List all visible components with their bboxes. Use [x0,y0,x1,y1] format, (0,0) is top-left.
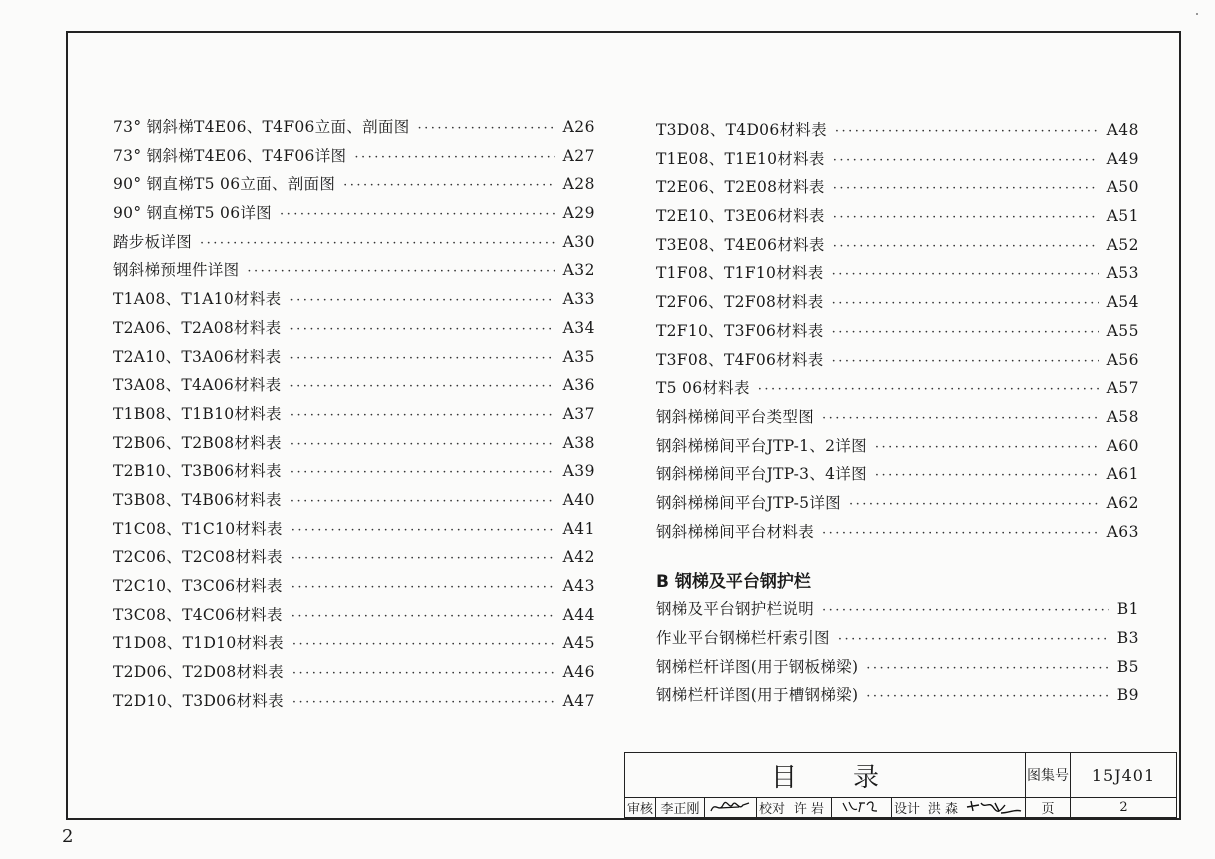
toc-leader-dots [866,661,1108,676]
toc-leader-dots [291,580,555,595]
toc-entry [113,201,595,230]
toc-entry-page: A54 [1106,293,1139,312]
toc-leader-dots [875,468,1099,483]
toc-entry-title: T2A10、T3A06材料表 [113,347,282,366]
toc-leader-dots [849,497,1099,512]
toc-entry-page: A56 [1106,350,1139,369]
toc-entry-title: T1B08、T1B10材料表 [113,404,282,423]
toc-entry [113,689,595,718]
toc-entry-title: 73° 钢斜梯T4E06、T4F06立面、剖面图 [113,118,410,136]
toc-leader-dots [833,239,1099,254]
toc-entry [113,603,595,632]
toc-entry [113,287,595,316]
atlas-number: 15J401 [1091,765,1156,785]
toc-leader-dots [290,465,555,480]
toc-entry [113,115,595,144]
toc-entry [656,319,1139,348]
toc-entry-page: A55 [1106,321,1139,340]
toc-entry [113,488,595,517]
toc-leader-dots [289,293,554,308]
toc-entry-page: A47 [562,691,595,710]
reviewer-signature [709,799,753,815]
toc-leader-dots [758,382,1099,397]
toc-entry [656,405,1139,434]
toc-leader-dots [354,150,554,165]
toc-entry-title: 钢斜梯梯间平台类型图 [656,407,815,426]
toc-entry-page: A42 [562,548,595,567]
toc-leader-dots [292,666,555,681]
toc-entry-title: 钢斜梯梯间平台JTP-5详图 [656,493,841,512]
toc-entry [656,118,1139,147]
title-block-divider [704,797,705,817]
toc-leader-dots [292,637,555,652]
toc-entry-page: A63 [1106,522,1139,541]
toc-entry-page: A35 [562,347,595,366]
toc-leader-dots [292,695,555,710]
toc-right-column [656,118,1139,712]
toc-entry-page: B3 [1116,629,1139,647]
toc-entry [656,520,1139,549]
toc-entry-title: 钢斜梯梯间平台JTP-3、4详图 [656,465,867,484]
toc-entry-page: A50 [1106,178,1139,197]
toc-entry [656,376,1139,405]
toc-entry [656,147,1139,176]
toc-entry-title: T2E06、T2E08材料表 [656,178,825,197]
toc-entry-page: A44 [562,605,595,624]
toc-entry [656,434,1139,463]
toc-leader-dots [289,322,554,337]
toc-entry-page: A57 [1106,379,1139,398]
toc-entry-title: 作业平台钢梯栏杆索引图 [656,629,830,647]
toc-entry [113,172,595,201]
toc-entry-page: A41 [562,519,595,538]
toc-entry-page: A60 [1106,436,1139,455]
toc-entry-page: A28 [562,175,595,194]
toc-leader-dots [291,609,555,624]
toc-entry-page: A49 [1106,149,1139,168]
toc-entry-page: A46 [562,663,595,682]
toc-entry [656,175,1139,204]
toc-entry [656,261,1139,290]
toc-leader-dots [289,379,554,394]
toc-leader-dots [866,689,1108,704]
toc-entry [113,459,595,488]
toc-leader-dots [832,354,1099,369]
toc-entry [113,545,595,574]
toc-leader-dots [289,351,554,366]
title-block-divider [831,797,832,817]
toc-entry-page: A45 [562,634,595,653]
toc-entry-page: A27 [562,146,595,165]
page-label: 页 [1041,801,1055,817]
toc-leader-dots [822,603,1109,618]
toc-entry-page: B9 [1116,686,1139,705]
toc-entry [113,258,595,287]
toc-entry [113,431,595,460]
design-label: 设计 [893,801,920,817]
toc-entry [656,462,1139,491]
toc-leader-dots [290,408,555,423]
toc-leader-dots [822,526,1099,541]
toc-leader-dots [290,494,555,509]
toc-entry-title: T2E10、T3E06材料表 [656,207,825,226]
toc-leader-dots [280,207,555,222]
designer-signature [965,799,1023,815]
toc-entry-page: A26 [562,118,595,136]
toc-entry [113,631,595,660]
toc-entry-title: T2D06、T2D08材料表 [113,663,284,682]
toc-leader-dots [838,632,1109,647]
toc-entry-page: A53 [1106,264,1139,283]
toc-entry [656,491,1139,520]
toc-entry-page: A32 [562,261,595,280]
checker-name: 许 岩 [793,801,825,817]
checker-signature [839,799,883,815]
toc-leader-dots [200,236,555,251]
toc-entry [656,290,1139,319]
toc-leader-dots [822,411,1099,426]
toc-entry-page: A40 [562,490,595,509]
toc-entry-page: A29 [562,204,595,223]
toc-entry [113,373,595,402]
toc-entry [656,626,1139,655]
review-label: 审核 [626,801,653,817]
toc-entry-title: 钢梯及平台钢护栏说明 [656,600,815,619]
toc-leader-dots [875,440,1099,455]
document-title: 目录 [770,762,935,793]
toc-entry-page: A43 [562,577,595,595]
toc-leader-dots [833,210,1099,225]
toc-leader-dots [418,121,555,136]
toc-leader-dots [835,124,1099,139]
toc-entry-title: 踏步板详图 [113,232,193,251]
toc-entry-title: T3B08、T4B06材料表 [113,490,282,509]
toc-entry [113,402,595,431]
toc-leader-dots [247,264,554,279]
toc-entry [656,204,1139,233]
designer-name: 洪 森 [927,801,959,817]
toc-entry-title: T1E08、T1E10材料表 [656,149,825,168]
toc-entry [656,348,1139,377]
toc-entry [656,233,1139,262]
toc-entry [656,683,1139,712]
title-block [624,752,1177,818]
toc-entry-page: A34 [562,318,595,337]
toc-entry [113,660,595,689]
toc-entry-title: 90° 钢直梯T5 06立面、剖面图 [113,175,336,194]
toc-entry-page: A30 [562,232,595,251]
atlas-number-label: 图集号 [1027,768,1069,784]
toc-entry-title: T3A08、T4A06材料表 [113,376,282,395]
section-b-heading: B 钢梯及平台钢护栏 [656,572,811,593]
toc-entry-title: 钢斜梯梯间平台JTP-1、2详图 [656,436,867,455]
toc-entry [113,574,595,603]
check-label: 校对 [758,801,785,817]
toc-entry [113,517,595,546]
toc-entry-title: 钢斜梯预埋件详图 [113,261,240,280]
toc-entry-title: T3C08、T4C06材料表 [113,605,283,624]
toc-leader-dots [832,325,1099,340]
toc-entry [113,230,595,259]
toc-entry-page: A37 [562,404,595,423]
toc-entry-title: T1C08、T1C10材料表 [113,519,283,538]
toc-entry-title: 90° 钢直梯T5 06详图 [113,204,272,223]
toc-entry-title: T2F06、T2F08材料表 [656,293,824,312]
toc-leader-dots [343,178,554,193]
toc-entry-title: T3F08、T4F06材料表 [656,350,824,369]
toc-leader-dots [291,551,555,566]
toc-leader-dots [833,153,1099,168]
toc-entry-page: A52 [1106,235,1139,254]
toc-entry-title: T1F08、T1F10材料表 [656,264,824,283]
toc-entry-page: A51 [1106,207,1139,226]
toc-entry-title: T2C06、T2C08材料表 [113,548,283,567]
toc-entry-title: T2B10、T3B06材料表 [113,462,282,481]
toc-entry [113,316,595,345]
toc-entry-title: T1D08、T1D10材料表 [113,634,284,653]
toc-entry-title: T2C10、T3C06材料表 [113,577,283,595]
toc-entry-page: B5 [1116,657,1139,676]
toc-right-entries [656,118,1139,548]
toc-leader-dots [832,267,1099,282]
toc-entry-page: A36 [562,376,595,395]
page-value: 2 [1119,799,1128,815]
toc-entry-page: A62 [1106,493,1139,512]
title-block-row-top [625,753,1176,798]
toc-entry-page: A61 [1106,465,1139,484]
toc-entry-page: A39 [562,462,595,481]
toc-entry-page: A38 [562,433,595,452]
reviewer-name: 李正刚 [660,801,700,817]
toc-entry-title: T2F10、T3F06材料表 [656,321,824,340]
toc-entry-title: T5 06材料表 [656,379,750,398]
toc-entry-title: 钢斜梯梯间平台材料表 [656,522,815,541]
toc-leader-dots [291,523,555,538]
toc-entry-title: T2B06、T2B08材料表 [113,433,282,452]
toc-entry-page: A33 [562,290,595,309]
section-b-entries [656,597,1139,712]
toc-leader-dots [832,296,1099,311]
toc-entry-title: 73° 钢斜梯T4E06、T4F06详图 [113,146,347,165]
toc-entry [113,345,595,374]
toc-entry-title: 钢梯栏杆详图(用于槽钢梯梁) [656,686,859,705]
toc-entry-title: T3D08、T4D06材料表 [656,121,827,139]
toc-entry-title: 钢梯栏杆详图(用于钢板梯梁) [656,657,859,676]
toc-entry-page: A58 [1106,407,1139,426]
toc-entry-title: T2D10、T3D06材料表 [113,691,284,710]
toc-entry-page: A48 [1106,121,1139,139]
toc-entry [113,144,595,173]
toc-left-column [113,115,595,717]
title-block-row-signatures [625,797,1176,817]
toc-entry-title: T3E08、T4E06材料表 [656,235,825,254]
toc-entry-title: T2A06、T2A08材料表 [113,318,282,337]
toc-entry-title: T1A08、T1A10材料表 [113,290,282,309]
toc-leader-dots [833,181,1099,196]
toc-entry [656,597,1139,626]
toc-entry-page: B1 [1116,600,1139,619]
toc-entry [656,655,1139,684]
scan-speck [1196,13,1198,15]
page-number: 2 [62,826,74,847]
toc-leader-dots [290,437,555,452]
